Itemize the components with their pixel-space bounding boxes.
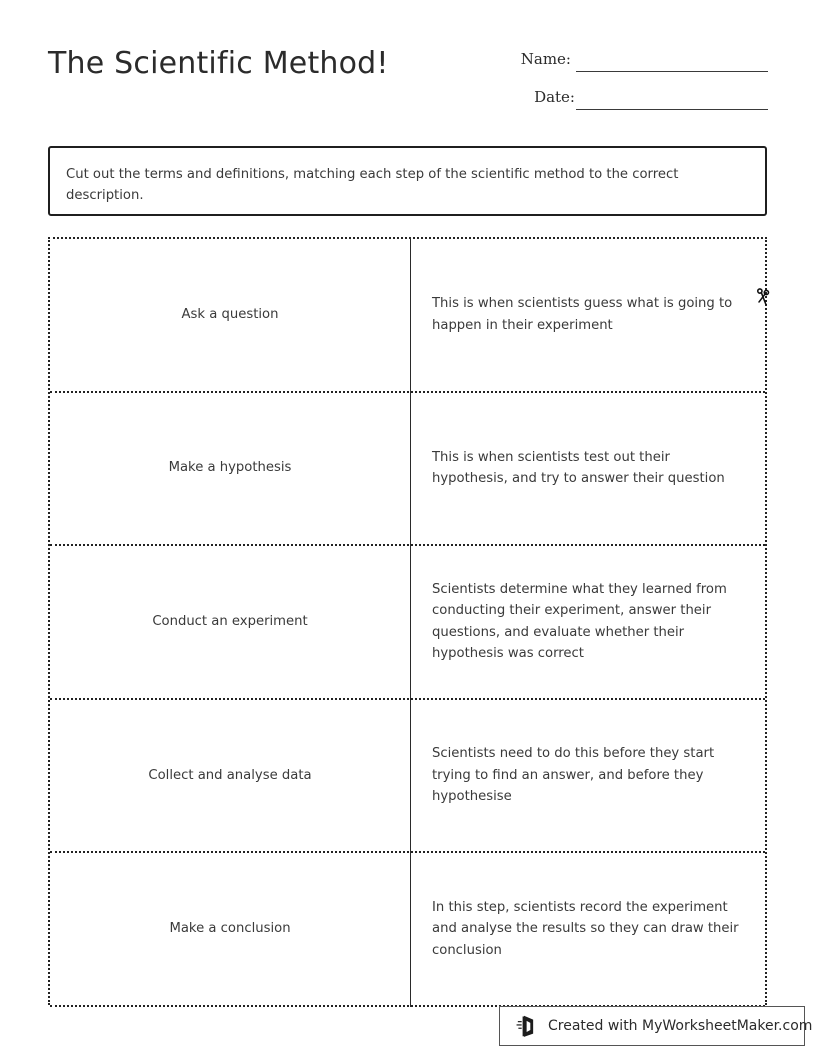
term-text: Make a conclusion <box>169 921 291 937</box>
definition-text: This is when scientists test out their hypothesis, and try to answer their question <box>432 449 725 487</box>
term-text: Collect and analyse data <box>148 767 312 783</box>
term-cell[interactable] <box>50 700 410 852</box>
definition-cell[interactable] <box>410 853 765 1005</box>
term-text: Ask a question <box>181 306 279 322</box>
table-row[interactable] <box>50 393 765 547</box>
date-row <box>498 88 768 126</box>
scissors-icon <box>753 285 775 307</box>
definition-text: Scientists determine what they learned from conducting their experiment, answer their questions, and evaluate whether their hypothesis was correct <box>432 581 727 662</box>
term-cell[interactable] <box>50 239 410 391</box>
name-date-block <box>498 50 768 126</box>
term-cell[interactable] <box>50 853 410 1005</box>
name-label: Name: <box>520 50 571 68</box>
definition-cell[interactable] <box>410 546 765 698</box>
term-cell[interactable] <box>50 546 410 698</box>
date-input-line[interactable] <box>576 109 768 110</box>
definition-text: Scientists need to do this before they start trying to find an answer, and before they hypothesise <box>432 746 715 805</box>
term-text: Conduct an experiment <box>152 613 308 629</box>
table-row[interactable] <box>50 700 765 854</box>
definition-text: In this step, scientists record the experiment and analyse the results so they can draw their conclusion <box>432 899 739 958</box>
term-text: Make a hypothesis <box>168 460 292 476</box>
table-row[interactable] <box>50 546 765 700</box>
definition-cell[interactable] <box>410 239 765 391</box>
instruction-box <box>48 146 767 216</box>
instruction-text: Cut out the terms and definitions, matching each step of the scientific method to the correct description. <box>66 167 679 203</box>
cutout-table <box>48 237 767 1005</box>
definition-text: This is when scientists guess what is going to happen in their experiment <box>432 296 733 333</box>
definition-cell[interactable] <box>410 393 765 545</box>
myworksheetmaker-logo-icon <box>516 1014 538 1038</box>
created-with-badge[interactable] <box>499 1006 813 1046</box>
date-label: Date: <box>534 88 575 106</box>
table-row[interactable] <box>50 239 765 393</box>
name-row <box>498 50 768 88</box>
definition-cell[interactable] <box>410 700 765 852</box>
worksheet-header <box>48 40 768 128</box>
name-input-line[interactable] <box>576 71 768 72</box>
page-title: The Scientific Method! <box>48 46 389 81</box>
table-row[interactable] <box>50 853 765 1007</box>
term-cell[interactable] <box>50 393 410 545</box>
badge-label: Created with MyWorksheetMaker.com <box>548 1018 813 1034</box>
